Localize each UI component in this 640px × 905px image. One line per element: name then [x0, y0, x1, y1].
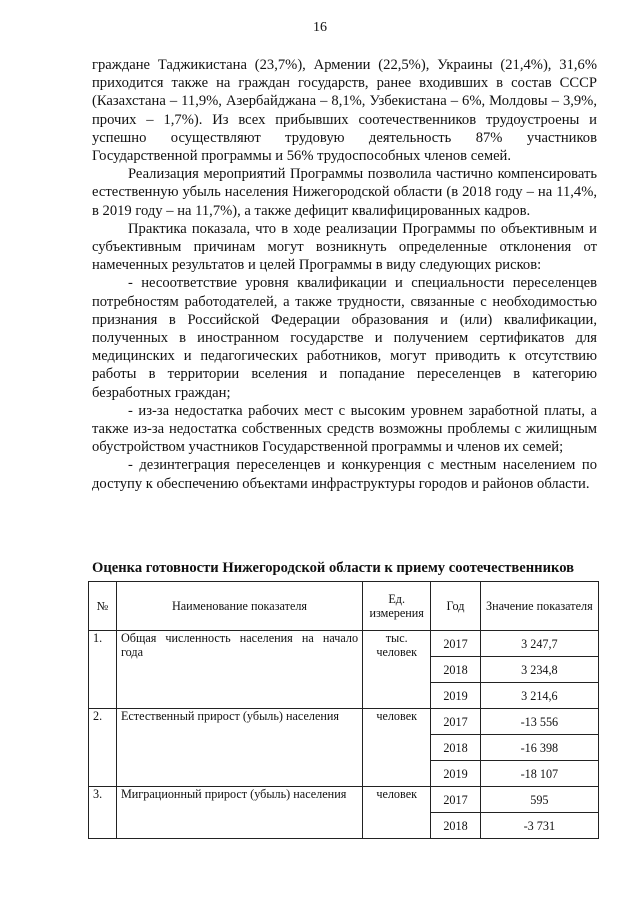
row-year: 2017	[431, 709, 480, 735]
row-year: 2017	[431, 631, 480, 657]
risk-item-1: - несоответствие уровня квалификации и специальности переселенцев потребностям работодателей, а также трудности, связанные с необходимостью признания в Российской Федерации образования и (или) квалификации, полученных в иностранном государстве и получением сертификатов для медицинских и педагогических работников, могут приводить к отсутствию работы в территории вселения и попадание переселенцев в категорию безработных граждан;	[92, 275, 597, 401]
row-name: Общая численность населения на начало года	[116, 631, 362, 709]
row-unit: человек	[363, 709, 431, 787]
row-name: Естественный прирост (убыль) населения	[116, 709, 362, 787]
body-text	[92, 56, 597, 493]
row-year: 2018	[431, 657, 480, 683]
risk-item-2: - из-за недостатка рабочих мест с высоким уровнем заработной платы, а также из-за недостатка собственных средств возможны проблемы с жилищным обустройством участников Государственной программы и членов их семей;	[92, 402, 597, 456]
table-header-row	[89, 582, 599, 631]
row-value: -13 556	[480, 709, 598, 735]
risk-item-3: - дезинтеграция переселенцев и конкуренция с местным населением по доступу к обеспечению объектами инфраструктуры городов и районов области.	[92, 457, 597, 492]
row-name: Миграционный прирост (убыль) населения	[116, 787, 362, 839]
header-num: №	[89, 582, 117, 631]
table-title: Оценка готовности Нижегородской области к приему соотечественников	[92, 560, 575, 576]
header-unit: Ед. измерения	[363, 582, 431, 631]
row-value: 3 214,6	[480, 683, 598, 709]
paragraph-2: Реализация мероприятий Программы позволила частично компенсировать естественную убыль населения Нижегородской области (в 2018 году – на 11,4%, в 2019 году – на 11,7%), а также дефицит квалифицированных кадров.	[92, 166, 597, 219]
row-unit: тыс. человек	[363, 631, 431, 709]
row-year: 2018	[431, 813, 480, 839]
row-value: 3 247,7	[480, 631, 598, 657]
row-year: 2019	[431, 683, 480, 709]
header-year: Год	[431, 582, 480, 631]
paragraph-1: граждане Таджикистана (23,7%), Армении (22,5%), Украины (21,4%), 31,6% приходится также на граждан государств, ранее входивших в состав СССР (Казахстана – 11,9%, Азербайджана – 8,1%, Узбекистана – 6%, Молдовы – 3,9%, прочих – 1,7%). Из всех прибывших соотечественников трудоустроены и успешно осуществляют трудовую деятельность 87% участников Государственной программы и 56% трудоспособных членов семей.	[92, 57, 597, 165]
row-num: 3.	[89, 787, 117, 839]
row-num: 2.	[89, 709, 117, 787]
table-row	[89, 709, 599, 735]
header-name: Наименование показателя	[116, 582, 362, 631]
indicators-table	[88, 581, 599, 839]
row-value: -16 398	[480, 735, 598, 761]
row-year: 2019	[431, 761, 480, 787]
header-value: Значение показателя	[480, 582, 598, 631]
table-row	[89, 787, 599, 813]
page-number: 16	[313, 20, 327, 35]
table-row	[89, 631, 599, 657]
row-num: 1.	[89, 631, 117, 709]
row-value: -18 107	[480, 761, 598, 787]
row-unit: человек	[363, 787, 431, 839]
paragraph-3: Практика показала, что в ходе реализации Программы по объективным и субъективным причинам могут возникнуть определенные отклонения от намеченных результатов и целей Программы в виду следующих рисков:	[92, 220, 597, 274]
row-value: 595	[480, 787, 598, 813]
row-year: 2018	[431, 735, 480, 761]
row-year: 2017	[431, 787, 480, 813]
row-value: 3 234,8	[480, 657, 598, 683]
row-value: -3 731	[480, 813, 598, 839]
